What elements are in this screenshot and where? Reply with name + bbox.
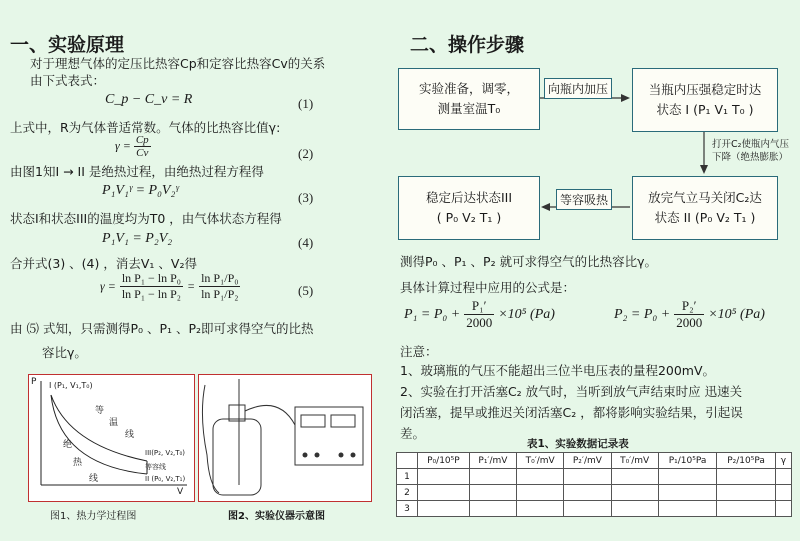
conclusion-line-1: 由 ⑸ 式知，只需测得P₀ 、P₁ 、P₂即可求得空气的比热 bbox=[10, 321, 314, 336]
table-cell[interactable] bbox=[775, 469, 791, 485]
table-cell[interactable] bbox=[418, 501, 470, 517]
eq5-denominator-1: ln P₁ − ln P₂ bbox=[121, 287, 181, 301]
intro-line-2: 由下式表式： bbox=[30, 73, 106, 88]
right-section-title: 二、操作步骤 bbox=[410, 34, 525, 56]
table-header-cell: T₀′/mV bbox=[517, 453, 564, 469]
arrow-label-pressurize: 向瓶内加压 bbox=[544, 78, 612, 99]
gamma-lhs: γ = bbox=[115, 138, 131, 153]
table-header-cell: P₂/10⁵Pa bbox=[717, 453, 776, 469]
formula-p2-tail: ×10⁵ (Pa) bbox=[708, 306, 765, 322]
table-header-cell: P₁/10⁵Pa bbox=[658, 453, 717, 469]
flow-box-state-1 bbox=[632, 68, 778, 132]
table-cell[interactable] bbox=[611, 485, 658, 501]
figure-1-caption: 图1、热力学过程图 bbox=[50, 511, 137, 522]
equation-2-number: (2) bbox=[298, 146, 314, 161]
data-record-table bbox=[396, 452, 792, 517]
p-axis-label: P bbox=[31, 377, 37, 387]
table-header-cell: P₀/10⁵P bbox=[418, 453, 470, 469]
isothermal-char-3: 线 bbox=[125, 430, 135, 440]
isochoric-label: 等容线 bbox=[145, 463, 166, 471]
table-cell[interactable] bbox=[418, 485, 470, 501]
equation-5 bbox=[100, 271, 240, 302]
flow-box-state-3-line-2: ( P₀ V₂ T₁ ) bbox=[436, 210, 502, 225]
flow-box-state-2 bbox=[632, 176, 778, 240]
formula-p2 bbox=[614, 298, 765, 331]
table-row-index: 1 bbox=[397, 469, 418, 485]
measured-line: 测得P₀ 、P₁ 、P₂ 就可求得空气的比热容比γ。 bbox=[400, 254, 657, 269]
intro-line-1: 对于理想气体的定压比热容Cp和定容比热容Cv的关系 bbox=[30, 56, 326, 71]
table-header-cell: γ bbox=[775, 453, 791, 469]
table-cell[interactable] bbox=[517, 501, 564, 517]
arrow-3-head bbox=[541, 203, 550, 211]
table-cell[interactable] bbox=[469, 485, 516, 501]
equation-1-number: (1) bbox=[298, 96, 314, 111]
equation-1: C_p − C_v = R bbox=[105, 92, 193, 107]
flow-box-state-3-line-1: 稳定后达状态III bbox=[425, 190, 513, 205]
table-cell[interactable] bbox=[517, 485, 564, 501]
table-cell[interactable] bbox=[717, 485, 776, 501]
apparatus-svg bbox=[199, 375, 371, 501]
flow-box-state-2-line-2: 状态 II (P₀ V₂ T₁ ) bbox=[654, 210, 756, 225]
table-row bbox=[397, 485, 792, 501]
arrow-label-release bbox=[712, 138, 789, 164]
table-cell[interactable] bbox=[658, 469, 717, 485]
combine-line: 合并式(3) 、(4) ，消去V₁ 、V₂得 bbox=[10, 256, 197, 271]
formula-p2-lhs: P₂ = P₀ + bbox=[614, 306, 671, 322]
table-cell[interactable] bbox=[418, 469, 470, 485]
table-row bbox=[397, 469, 792, 485]
conclusion-line-2: 容比γ。 bbox=[42, 345, 87, 360]
figure-2-apparatus bbox=[198, 374, 372, 502]
flow-box-state-1-line-1: 当瓶内压强稳定时达 bbox=[648, 82, 762, 97]
equation-3: P₁V₁ᵞ = P₀V₂ᵞ bbox=[102, 183, 179, 198]
flow-box-state-3 bbox=[398, 176, 540, 240]
formula-p1-numerator: P₁′ bbox=[464, 298, 494, 315]
note-1: 1、玻璃瓶的气压不能超出三位半电压表的量程200mV。 bbox=[400, 363, 716, 378]
flow-box-prepare-line-2: 测量室温T₀ bbox=[437, 101, 501, 116]
table-cell[interactable] bbox=[611, 469, 658, 485]
table-cell[interactable] bbox=[564, 485, 611, 501]
table-header-row bbox=[397, 453, 792, 469]
flow-box-prepare-line-1: 实验准备，调零， bbox=[418, 81, 519, 96]
table-header-cell: P₁′/mV bbox=[469, 453, 516, 469]
table-title: 表1、实验数据记录表 bbox=[527, 438, 629, 450]
formula-p2-denominator: 2000 bbox=[676, 315, 703, 330]
table-cell[interactable] bbox=[564, 469, 611, 485]
formula-p1-lhs: P₁ = P₀ + bbox=[404, 306, 461, 322]
eq5-lhs: γ = bbox=[100, 279, 116, 293]
table-cell[interactable] bbox=[611, 501, 658, 517]
sensor-wire bbox=[245, 405, 295, 425]
state-3-label: III(P₂, V₂,T₀) bbox=[145, 449, 186, 457]
terminal-2 bbox=[315, 453, 320, 458]
table-header-cell: T₀′/mV bbox=[611, 453, 658, 469]
flow-box-prepare bbox=[398, 68, 540, 130]
eq5-numerator-2: ln P₁/P₀ bbox=[201, 271, 239, 285]
equation-5-number: (5) bbox=[298, 283, 314, 298]
table-row bbox=[397, 501, 792, 517]
terminal-1 bbox=[303, 453, 308, 458]
v-axis-label: V bbox=[177, 487, 184, 497]
glass-bottle bbox=[213, 419, 261, 495]
arrow-label-release-line-2: 下降（绝热膨胀） bbox=[712, 152, 789, 163]
equation-4-number: (4) bbox=[298, 235, 314, 250]
figure-2-caption: 图2、实验仪器示意图 bbox=[228, 511, 325, 522]
flow-box-state-1-line-2: 状态 I (P₁ V₁ T₀ ) bbox=[656, 102, 754, 117]
formula-intro: 具体计算过程中应用的公式是： bbox=[400, 280, 576, 295]
arrow-1-head bbox=[621, 94, 630, 102]
eq5-equals: = bbox=[186, 279, 196, 293]
table-header-cell bbox=[397, 453, 418, 469]
table-cell[interactable] bbox=[469, 501, 516, 517]
note-2-line-3: 差。 bbox=[400, 426, 426, 441]
meter-display-1 bbox=[301, 415, 325, 427]
hose bbox=[202, 385, 219, 493]
table-row-index: 2 bbox=[397, 485, 418, 501]
flow-box-state-2-line-1: 放完气立马关闭C₂达 bbox=[648, 190, 762, 205]
adiabatic-char-3: 线 bbox=[89, 474, 99, 484]
equation-2 bbox=[115, 134, 151, 159]
note-title: 注意： bbox=[400, 344, 438, 359]
table-cell[interactable] bbox=[775, 485, 791, 501]
arrow-label-isochoric: 等容吸热 bbox=[556, 189, 612, 210]
figure-1-pv-diagram bbox=[28, 374, 195, 502]
arrow-2-head bbox=[700, 165, 708, 174]
formula-p1-tail: ×10⁵ (Pa) bbox=[498, 306, 555, 322]
table-cell[interactable] bbox=[658, 501, 717, 517]
formula-p1 bbox=[404, 298, 555, 331]
state-2-label: II (P₀, V₂,T₁) bbox=[145, 475, 186, 483]
table-header-cell: P₂′/mV bbox=[564, 453, 611, 469]
formula-p2-numerator: P₂′ bbox=[674, 298, 704, 315]
table-cell[interactable] bbox=[564, 501, 611, 517]
terminal-4 bbox=[351, 453, 356, 458]
arrow-label-release-line-1: 打开C₂使瓶内气压 bbox=[712, 139, 789, 150]
gamma-numerator: Cp bbox=[135, 134, 149, 146]
adiabatic-char-1: 绝 bbox=[63, 440, 73, 450]
isothermal-char-2: 温 bbox=[109, 418, 119, 428]
table-cell[interactable] bbox=[717, 501, 776, 517]
isothermal-char-1: 等 bbox=[95, 406, 105, 416]
table-row-index: 3 bbox=[397, 501, 418, 517]
eq5-denominator-2: ln P₁/P₂ bbox=[201, 287, 239, 301]
note-2-line-1: 2、实验在打开活塞C₂ 放气时，当听到放气声结束时应 迅速关 bbox=[400, 384, 743, 399]
equation-4: P₁V₁ = P₂V₂ bbox=[102, 231, 173, 246]
table-cell[interactable] bbox=[517, 469, 564, 485]
left-section-title: 一、实验原理 bbox=[10, 34, 125, 56]
formula-p1-denominator: 2000 bbox=[466, 315, 493, 330]
table-cell[interactable] bbox=[717, 469, 776, 485]
state-1-label: I (P₁, V₁,T₀) bbox=[49, 381, 93, 390]
equation-3-number: (3) bbox=[298, 190, 314, 205]
table-cell[interactable] bbox=[469, 469, 516, 485]
note-2-line-2: 闭活塞，提早或推迟关闭活塞C₂ ，都将影响实验结果，引起误 bbox=[400, 405, 743, 420]
gamma-denominator: Cv bbox=[136, 147, 149, 159]
adiabatic-line: 由图1知I → II 是绝热过程，由绝热过程方程得 bbox=[10, 164, 264, 179]
adiabatic-char-2: 热 bbox=[73, 458, 83, 468]
state-equation-line: 状态I和状态III的温度均为T0 ，由气体状态方程得 bbox=[10, 211, 282, 226]
gamma-definition-line: 上式中，R为气体普适常数。气体的比热容比值γ: bbox=[10, 120, 281, 135]
meter-display-2 bbox=[331, 415, 355, 427]
table-cell[interactable] bbox=[775, 501, 791, 517]
terminal-3 bbox=[339, 453, 344, 458]
eq5-numerator-1: ln P₁ − ln P₀ bbox=[121, 271, 181, 285]
table-cell[interactable] bbox=[658, 485, 717, 501]
